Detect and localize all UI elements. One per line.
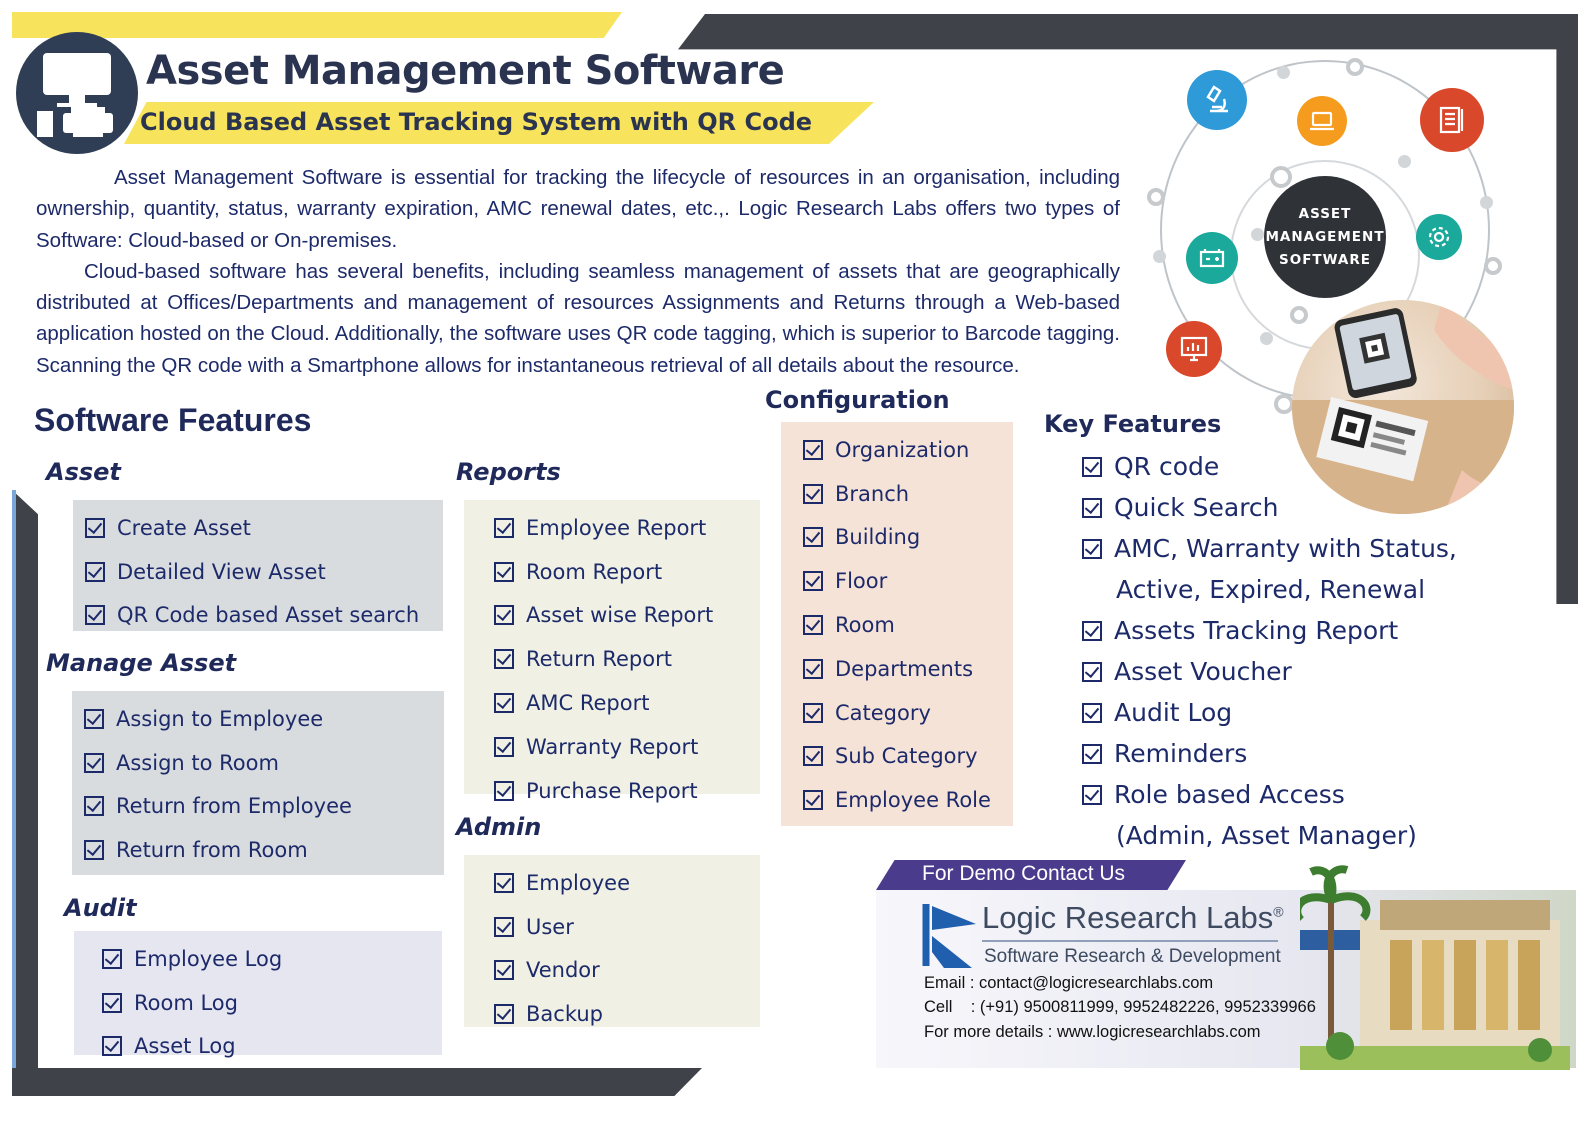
key-features-list <box>1082 446 1522 856</box>
feature-item <box>84 785 444 829</box>
hub-label-line-1: ASSET <box>1298 205 1352 222</box>
key-feature-label: Role based Access <box>1114 780 1345 809</box>
checkbox-icon <box>803 571 823 591</box>
checkbox-icon <box>494 605 514 625</box>
feature-item <box>803 516 1013 560</box>
feature-item-label: Vendor <box>526 958 600 983</box>
feature-item <box>102 937 442 981</box>
feature-item <box>803 472 1013 516</box>
admin-section <box>464 855 760 1027</box>
feature-item-label: Detailed View Asset <box>117 559 326 584</box>
checkbox-icon <box>1082 662 1102 682</box>
office-building-image <box>1300 860 1570 1070</box>
checkbox-icon <box>1082 457 1102 477</box>
checkbox-icon <box>803 790 823 810</box>
feature-item <box>494 949 760 993</box>
key-feature-item <box>1082 692 1522 733</box>
orbit-dot <box>1274 394 1294 414</box>
feature-item-label: Branch <box>835 481 910 506</box>
checkbox-icon <box>102 1036 122 1056</box>
frame-bottom <box>12 1068 702 1096</box>
feature-item-label: Room Report <box>526 559 663 584</box>
feature-item <box>84 828 444 872</box>
contact-cell: Cell : (+91) 9500811999, 9952482226, 9952339966 <box>924 998 1316 1016</box>
feature-item-label: Create Asset <box>117 515 251 540</box>
feature-item <box>84 741 444 785</box>
checkbox-icon <box>494 562 514 582</box>
software-features-heading: Software Features <box>34 402 312 438</box>
feature-item <box>803 778 1013 822</box>
checkbox-icon <box>494 737 514 757</box>
checkbox-icon <box>85 518 105 538</box>
feature-item-label: Asset Log <box>134 1034 236 1059</box>
feature-item-label: User <box>526 914 574 939</box>
orbit-dot <box>1260 332 1273 345</box>
key-feature-item <box>1082 774 1522 815</box>
checkbox-icon <box>494 960 514 980</box>
orbit-dot <box>1270 166 1292 188</box>
checkbox-icon <box>1082 744 1102 764</box>
key-features-title: Key Features <box>1044 410 1222 438</box>
demo-contact-label: For Demo Contact Us <box>922 862 1126 885</box>
feature-item <box>85 506 443 550</box>
hub-label-line-2: MANAGEMENT <box>1265 228 1385 245</box>
feature-item-label: Return Report <box>526 647 672 672</box>
checkbox-icon <box>1082 621 1102 641</box>
feature-item-label: Return from Room <box>116 838 308 863</box>
feature-item <box>803 428 1013 472</box>
page-title: Asset Management Software <box>146 48 785 94</box>
feature-item-label: Return from Employee <box>116 794 352 819</box>
feature-item-label: Floor <box>835 569 888 594</box>
key-feature-continuation <box>1082 815 1522 856</box>
manage-asset-section-title: Manage Asset <box>46 649 237 677</box>
company-name <box>982 900 1284 936</box>
feature-item-label: Assign to Room <box>116 750 279 775</box>
top-yellow-stripe <box>12 12 622 38</box>
key-feature-label: Audit Log <box>1114 698 1233 727</box>
checkbox-icon <box>803 527 823 547</box>
orbit-dot <box>1290 306 1308 324</box>
intro-paragraph-1: Asset Management Software is essential for tracking the lifecycle of resources in an organisation, including ownership, quantity, status, warranty expiration, AMC renewal dates, etc.,. Logic Research Labs offers two types of Software: Cloud-based or On-premises. <box>36 166 1120 252</box>
monitor-chart-icon <box>1166 321 1222 377</box>
feature-item-label: Employee Log <box>134 946 283 971</box>
checkbox-icon <box>803 484 823 504</box>
feature-item <box>494 769 760 813</box>
key-feature-label: (Admin, Asset Manager) <box>1116 821 1417 850</box>
contact-email: Email : contact@logicresearchlabs.com <box>924 974 1214 992</box>
frame-accent <box>12 490 16 1090</box>
key-feature-item <box>1082 651 1522 692</box>
orbit-dot <box>1398 155 1411 168</box>
orbit-dot <box>1147 188 1165 206</box>
feature-item-label: QR Code based Asset search <box>117 603 420 628</box>
key-feature-item <box>1082 487 1522 528</box>
configuration-section <box>781 422 1013 826</box>
feature-item <box>85 550 443 594</box>
admin-section-title: Admin <box>456 813 542 841</box>
feature-item <box>803 559 1013 603</box>
manage-asset-section <box>72 691 444 875</box>
feature-item-label: Employee Role <box>835 788 991 813</box>
feature-item <box>803 647 1013 691</box>
key-feature-continuation <box>1082 569 1522 610</box>
checkbox-icon <box>494 781 514 801</box>
asset-management-hub <box>1264 176 1386 298</box>
audit-section <box>74 931 442 1059</box>
feature-item-label: Purchase Report <box>526 778 698 803</box>
hub-label-line-3: SOFTWARE <box>1279 251 1371 268</box>
contact-website: For more details : www.logicresearchlabs.com <box>924 1023 1261 1041</box>
gear-icon <box>1416 214 1462 260</box>
checkbox-icon <box>803 703 823 723</box>
orbit-dot <box>1480 196 1493 209</box>
checkbox-icon <box>84 840 104 860</box>
key-feature-label: Asset Voucher <box>1114 657 1292 686</box>
feature-item <box>494 506 760 550</box>
checkbox-icon <box>803 659 823 679</box>
feature-item <box>102 981 442 1025</box>
feature-item <box>494 725 760 769</box>
checkbox-icon <box>1082 498 1102 518</box>
feature-item <box>494 681 760 725</box>
checkbox-icon <box>494 518 514 538</box>
computer-logo-icon <box>16 32 138 154</box>
key-feature-label: Assets Tracking Report <box>1114 616 1399 645</box>
checkbox-icon <box>102 949 122 969</box>
feature-item <box>494 637 760 681</box>
audit-section-title: Audit <box>64 894 137 922</box>
feature-item-label: Employee <box>526 870 631 895</box>
feature-item-label: Sub Category <box>835 744 978 769</box>
asset-section <box>73 500 443 631</box>
checkbox-icon <box>494 873 514 893</box>
orbit-dot <box>1153 250 1166 263</box>
configuration-section-title: Configuration <box>765 386 950 414</box>
key-feature-label: AMC, Warranty with Status, <box>1114 534 1457 563</box>
orbit-dot <box>1484 257 1502 275</box>
key-feature-label: QR code <box>1114 452 1220 481</box>
checkbox-icon <box>84 796 104 816</box>
checkbox-icon <box>1082 785 1102 805</box>
logic-research-labs-logo <box>922 902 978 972</box>
key-feature-item <box>1082 446 1522 487</box>
microscope-icon <box>1187 70 1247 130</box>
key-feature-label: Active, Expired, Renewal <box>1116 575 1426 604</box>
checkbox-icon <box>1082 539 1102 559</box>
feature-item <box>84 697 444 741</box>
feature-item <box>85 594 443 638</box>
registered-mark: ® <box>1273 903 1284 920</box>
checkbox-icon <box>102 993 122 1013</box>
feature-item <box>494 861 760 905</box>
checkbox-icon <box>84 709 104 729</box>
reports-section <box>464 500 760 803</box>
feature-item-label: Warranty Report <box>526 734 699 759</box>
feature-item-label: Backup <box>526 1002 603 1027</box>
feature-item <box>803 691 1013 735</box>
document-icon <box>1420 88 1484 152</box>
feature-item-label: Room <box>835 613 895 638</box>
feature-item-label: Departments <box>835 656 974 681</box>
feature-item-label: Category <box>835 700 931 725</box>
reports-section-title: Reports <box>456 458 561 486</box>
company-name-text: Logic Research Labs <box>982 900 1274 935</box>
checkbox-icon <box>494 649 514 669</box>
key-feature-item <box>1082 733 1522 774</box>
orbit-dot <box>1277 66 1290 79</box>
asset-section-title: Asset <box>46 458 121 486</box>
feature-item <box>494 905 760 949</box>
feature-item <box>494 992 760 1036</box>
orbit-dot <box>1251 228 1264 241</box>
intro-paragraph-2: Cloud-based software has several benefits, including seamless management of assets that are geographically distributed at Offices/Departments and management of resources Assignments and Returns through a Web-based application hosted on the Cloud. Additionally, the software uses QR code tagging, which is superior to Barcode tagging. Scanning the QR code with a Smartphone allows for instantaneous retrieval of all details about the resource. <box>36 259 1120 377</box>
checkbox-icon <box>494 1004 514 1024</box>
key-feature-item <box>1082 610 1522 651</box>
company-tagline: Software Research & Development <box>984 946 1281 967</box>
feature-item-label: Building <box>835 525 921 550</box>
company-divider <box>982 940 1278 942</box>
feature-item <box>803 735 1013 779</box>
checkbox-icon <box>803 440 823 460</box>
feature-item <box>102 1025 442 1069</box>
feature-item <box>494 550 760 594</box>
checkbox-icon <box>803 615 823 635</box>
checkbox-icon <box>85 562 105 582</box>
feature-item-label: AMC Report <box>526 691 650 716</box>
checkbox-icon <box>84 753 104 773</box>
feature-item-label: Room Log <box>134 990 238 1015</box>
checkbox-icon <box>1082 703 1102 723</box>
checkbox-icon <box>803 746 823 766</box>
key-feature-label: Quick Search <box>1114 493 1279 522</box>
checkbox-icon <box>85 605 105 625</box>
feature-item-label: Employee Report <box>526 515 707 540</box>
page-subtitle: Cloud Based Asset Tracking System with QR Code <box>140 108 813 136</box>
feature-item-label: Assign to Employee <box>116 706 324 731</box>
checkbox-icon <box>494 693 514 713</box>
key-feature-item <box>1082 528 1522 569</box>
intro-text <box>36 162 1120 381</box>
checkbox-icon <box>494 917 514 937</box>
laptop-icon <box>1297 96 1347 146</box>
feature-item-label: Asset wise Report <box>526 603 714 628</box>
orbit-dot <box>1346 58 1364 76</box>
battery-icon <box>1186 232 1238 284</box>
key-feature-label: Reminders <box>1114 739 1248 768</box>
feature-item <box>803 603 1013 647</box>
feature-item-label: Organization <box>835 437 970 462</box>
feature-item <box>494 594 760 638</box>
